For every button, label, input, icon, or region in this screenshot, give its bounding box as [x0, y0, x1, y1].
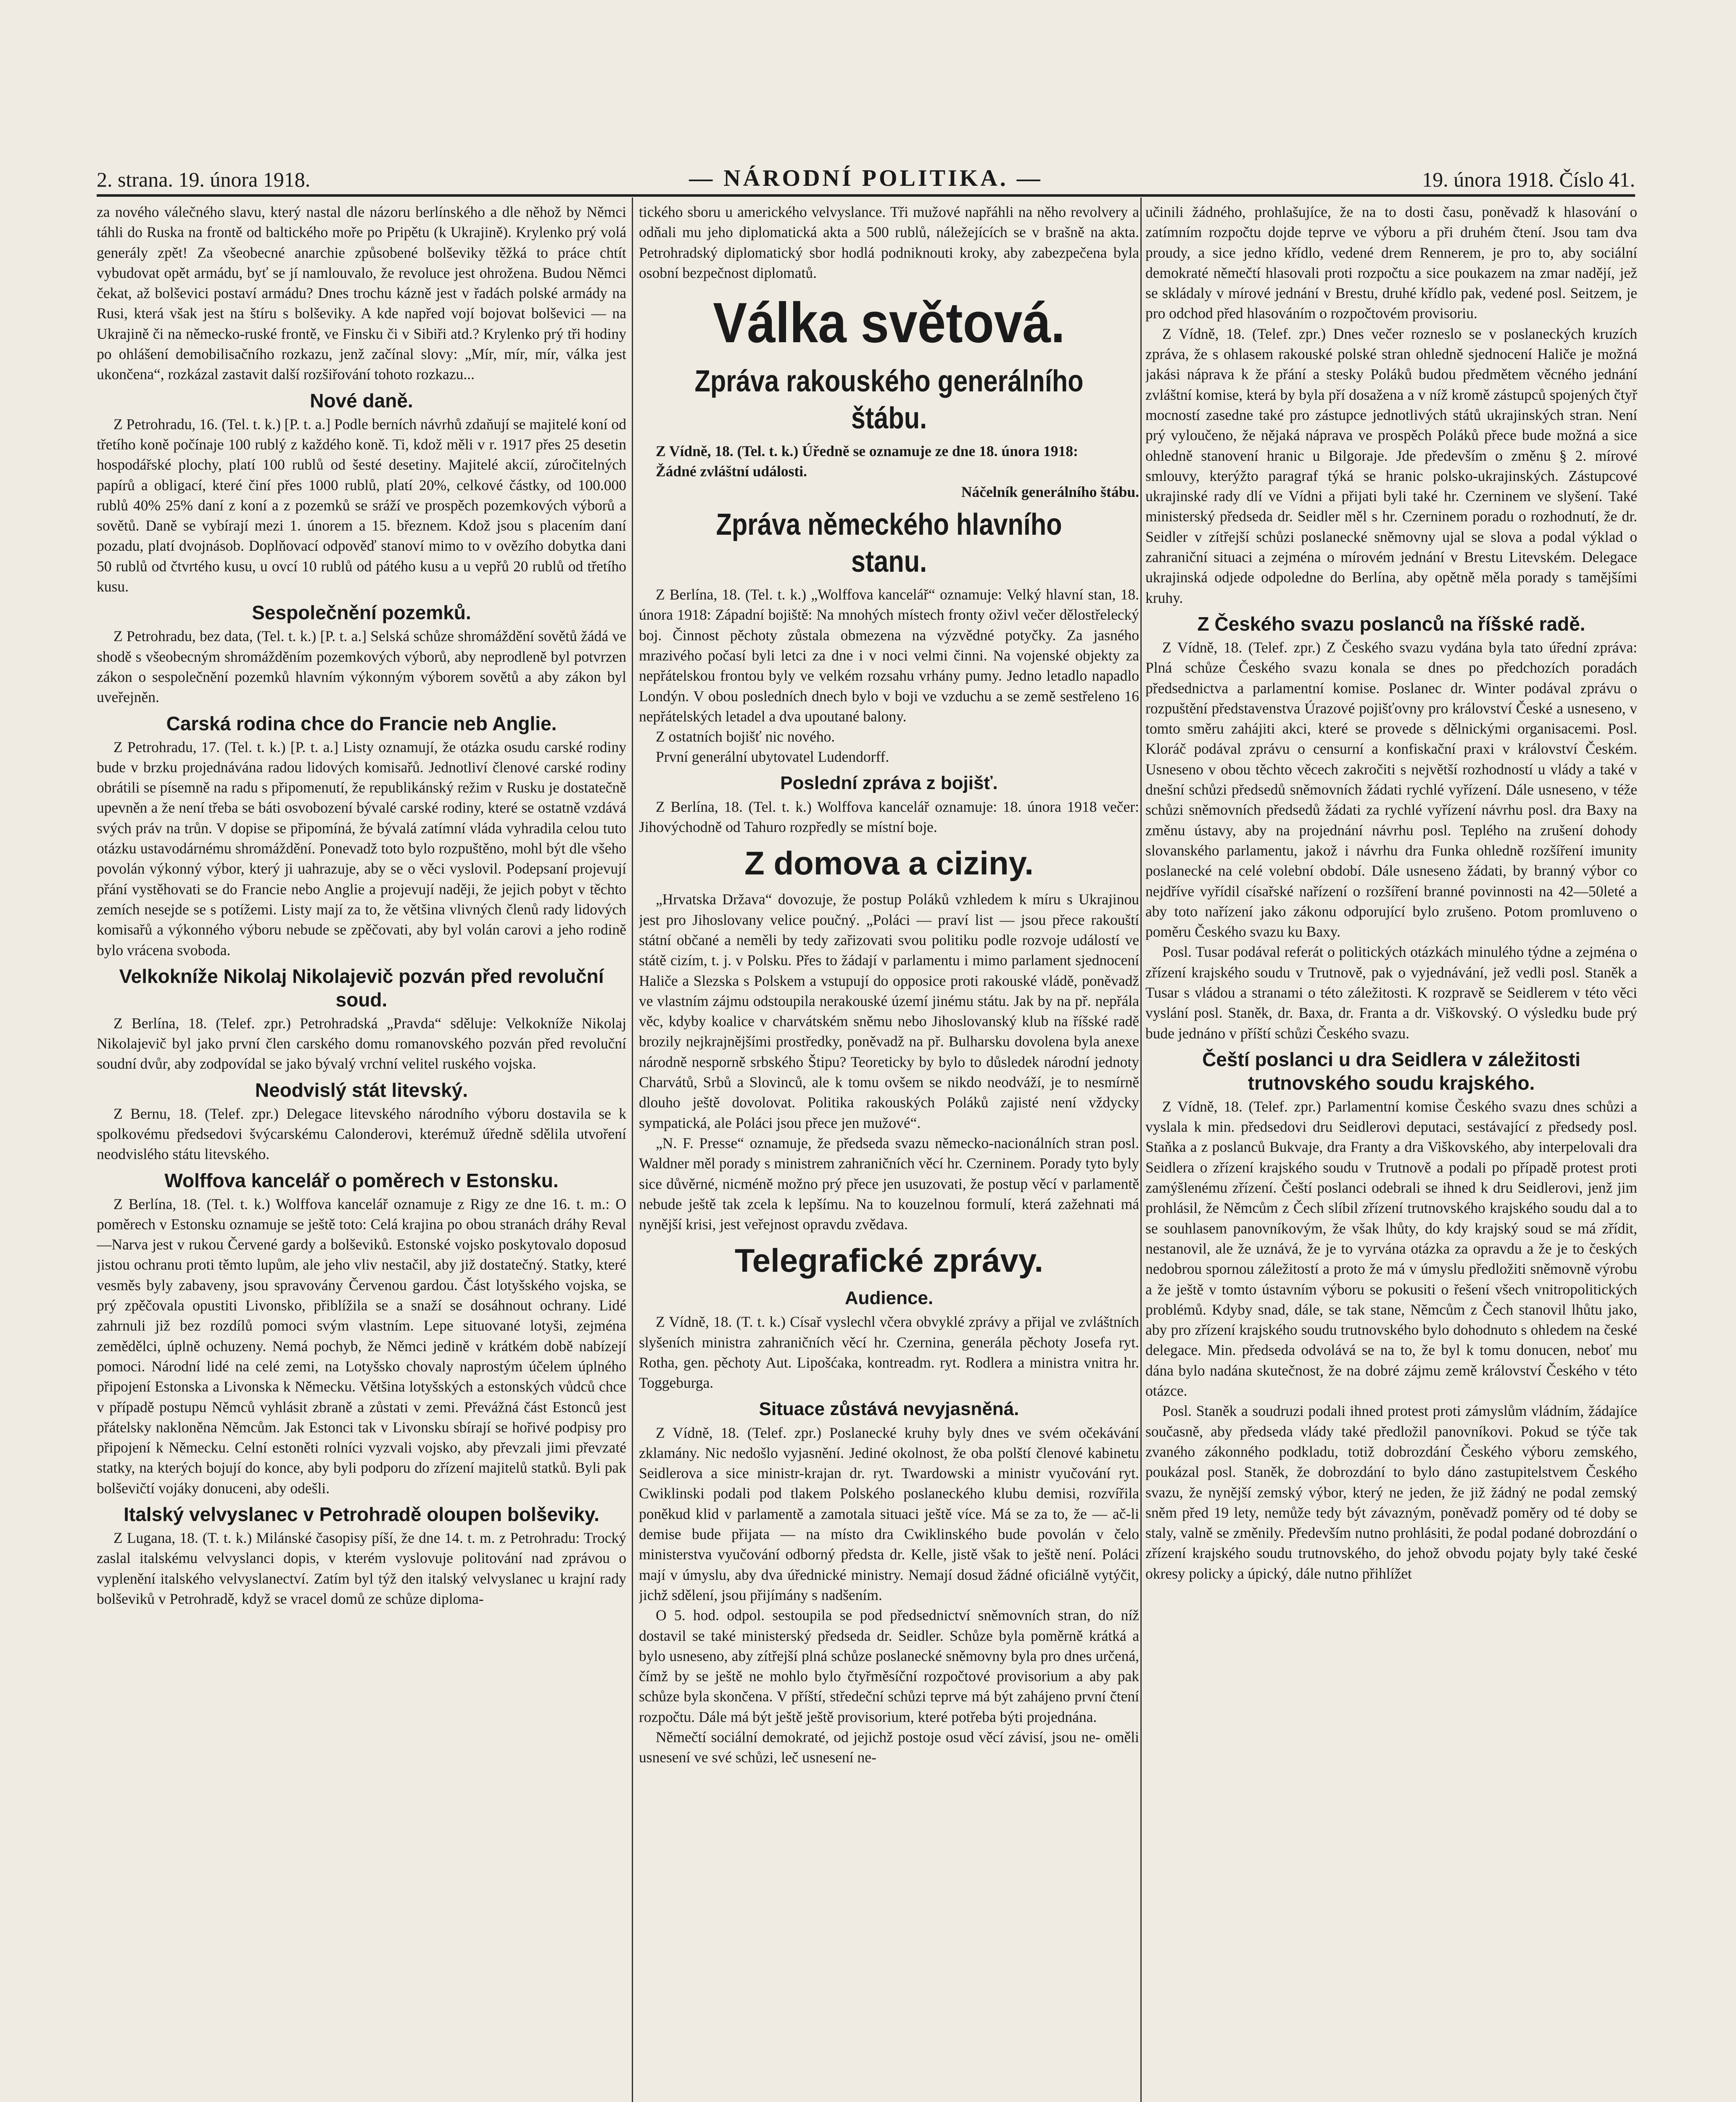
article-paragraph: Z Vídně, 18. (Telef. zpr.) Parlamentní komise Českého svazu dnes schůzi a vyslala k min. předsedovi dru Seidlerovi deputaci, sestávající z předsedy posl. Staňka a z poslanců Bukvaje, dra Franty a dra Viškovského, aby interpelovali dra Seidlera o zřízení krajského soudu v Trutnově a podali po případě protest proti zamýšlenému zřízení. Čeští poslanci odebrali se ihned k dru Seidlerovi, jenž jim prohlásil, že Němcům z Čech slíbil zřízení trutnovského krajského soudu dal a to se souhlasem panovníkovým, že však lhůty, do kdy krajský soud se má zřídit, nestanovil, ale že uznává, že je to vyrvána otázka za opravdu a že je to českých nedobrou spornou záležitostí a proto že má v úmyslu předložiti sněmovně výrobu a že ještě v tomto ústavním výboru se pokusiti o řešení všech vnitropolitických problémů. Kdyby snad, dále, se tak stane, Němcům z Čech stanovil lhůtu jako, aby pro zřízení krajského soudu trutnovského bylo dohodnuto s ohledem na české delegace. Min. předseda odvolává se na to, že byl k tomu donucen, neboť mu dána bylo nadána skutečnost, že na dobré zájmu země království Českého v této otázce. [1145, 1098, 1637, 1400]
article-heading: Sespolečnění pozemků. [252, 602, 471, 624]
article-paragraph: Z Berlína, 18. (Tel. t. k.) Wolffova kancelář oznamuje: 18. února 1918 večer: Jihovýchodně od Tahuro rozpředly se místní boje. [639, 798, 1139, 836]
article-paragraph: Němečtí sociální demokraté, od jejichž postoje osud věcí závisí, jsou ne- oměli usnesení ve své schůzi, leč usnesení ne- [639, 1729, 1139, 1766]
section-heading-telegraph: Telegrafické zprávy. [734, 1242, 1044, 1279]
article-paragraph: První generální ubytovatel Ludendorff. [656, 748, 889, 766]
article-heading: Nové daně. [310, 389, 413, 412]
article-heading: Situace zůstává nevyjasněná. [759, 1398, 1019, 1419]
article-paragraph: Z Vídně, 18. (Telef. zpr.) Dnes večer rozneslo se v poslaneckých kruzích zpráva, že s ohlasem rakouské polské stran ohledně sjednocení Haliče je možná jakási náprava k že přání a stesky Poláků budou předmětem věcného jednání zvláštní komise, která by byla pří dosažena a v níž kromě zástupců spojených čtyř mocností zasedne také pro zástupce jednotlivých států ukrajinských stran. Není prý vyloučeno, že nějaká náprava ve prospěch Poláků přece bude možná a sice ohledně stanovení hranic u Bilgoraje. Jde především o změnu § 2. mírové smlouvy, kterýžto paragraf týká se hranic polsko-ukrajinských. Zástupcové ukrajinské rady dlí ve Vídni a přijati byli také hr. Czerninem ve slyšení. Také ministerský předseda dr. Seidler měl s hr. Czerninem poradu o rozhodnutí, že dr. Seidler v zítřejší schůzi poslanecké sněmovny ujal se slova a podal výklad o zahraniční situaci a zejména o mírovém jednání v Brestu Litevském. Delegace ukrajinská odjede odpoledne do Berlína, aby opětně měla porady s tamějšími kruhy. [1145, 325, 1637, 606]
article-paragraph: „N. F. Presse“ oznamuje, že předseda svazu německo-nacionálních stran posl. Waldner měl porady s ministrem zahraničních věcí hr. Czerninem. Porady tyto byly sice důvěrné, nicméně možno prý přece jen usuzovati, že postup věcí v parlamentě nebude ještě tak zcela k lepšímu. Na to kouzelnou formulí, která zažehnati má nynější krisi, jest veřejnost opravdu zvědava. [639, 1134, 1139, 1233]
article-heading: Poslední zpráva z bojišť. [780, 772, 998, 793]
column-3 [1145, 202, 1637, 2102]
article-paragraph: Posl. Tusar podával referát o politických otázkách minulého týdne a zejména o zřízení krajského soudu v Trutnově, pak o vyjednávání, jež vedli posl. Staněk a Tusar s vládou a stranami o této záležitosti. K rozpravě se Seidlerem v této věci vyslání posl. Staněk, dr. Baxa, dr. Franta a dr. Viškovský. O výsledku bude prý bude jednáno v příští schůzi Českého svazu. [1145, 943, 1637, 1042]
column-2 [639, 202, 1139, 2102]
page-header [97, 165, 1635, 197]
article-paragraph: Z Berlína, 18. (Tel. t. k.) „Wolffova kancelář“ oznamuje: Velký hlavní stan, 18. února 1918: Západní bojiště: Na mnohých místech fronty oživl večer dělostřelecký boj. Činnost pěchoty zůstala obmezena na výzvědné potyčky. Za jasného mrazivého počasí byli letci za dne i v noci velmi činni. Na vojenské objekty za nepřátelskou frontou byly ve velkém rozsahu vrhány pumy. Jedno letadlo napadlo Londýn. V obou posledních dnech bylo v boji ve vzduchu a se země sestřeleno 16 nepřátelských letadel a dva upoutané balony. [639, 586, 1139, 725]
article-paragraph: tického sboru u amerického velvyslance. Tři mužové napřáhli na něho revolvery a odňali mu jeho diplomatická akta a 500 rublů, náležejících se v brašně na akta. Petrohradský diplomatický sbor hodlá podniknouti kroky, aby zabezpečena byla osobní bezpečnost diplomatů. [639, 203, 1139, 281]
article-paragraph: O 5. hod. odpol. sestoupila se pod předsednictví sněmovních stran, do níž dostavil se také ministerský předseda dr. Seidler. Schůze byla poměrně krátká a bylo usneseno, aby zítřejší plná schůze poslanecké sněmovny byla pro dnes určená, čímž by se ještě ne mohlo bylo čtyřměsíční rozpočtové provisorium a aby pak schůze byla skončena. V příští, středeční schůzi teprve má být zahájeno první čtení rozpočtu. Dále má být ještě ještě provisorium, které potřeba býti projednána. [639, 1607, 1139, 1725]
article-paragraph: Z Berlína, 18. (Telef. zpr.) Petrohradská „Pravda“ sděluje: Velkokníže Nikolaj Nikolajevič byl jako první člen carského domu romanovského pozván před revoluční soudní dvůr, aby zodpovídal se jako bývalý vrchní velitel ruského vojska. [97, 1014, 626, 1072]
article-heading: Z Českého svazu poslanců na říšské radě. [1197, 613, 1586, 635]
article-paragraph: Z Petrohradu, bez data, (Tel. t. k.) [P. t. a.] Selská schůze shromáždění sovětů žádá ve shodě s všeobecným shromážděním pozemkových výborů, aby neprodleně byl potvrzen zákon o sespolečnění pozemků hlavním výkonným výborem sovětů a aby zákon byl uveřejněn. [97, 628, 626, 706]
article-heading: Zpráva německého hlavního stanu. [716, 508, 1062, 579]
article-paragraph: Posl. Staněk a soudruzi podali ihned protest proti zámyslům vládním, žádajíce současně, aby předseda vlády také předložil panovníkovi. Pokud se týče tak zvaného zákonného podkladu, totiž dobrozdání Českého výboru zemského, poukázal posl. Staněk, že dobrozdání to bylo dáno zastupitelstvem Českého svazu, že nynější zemský výbor, který ne jeden, že již žádný ne podal zemský sněm před 19 lety, nemůže tedy být závazným, poněvadž poměry od té doby se staly, valně se změnily. Především nutno prohlásiti, že podal podané dobrozdání o zřízení krajského soudu trutnovského, do jehož obvodu pojaty byly také české okresy policky a úpický, dále nutno přihlížet [1145, 1402, 1637, 1582]
column-rule [632, 198, 633, 2102]
article-paragraph: Z Vídně, 18. (Telef. zpr.) Poslanecké kruhy byly dnes ve svém očekávání zklamány. Nic nedošlo vyjasnění. Jediné okolnost, že oba polští členové kabinetu Seidlerova a sice ministr-krajan dr. ryt. Twardowski a ministr vyučování ryt. Cwiklinski podali pod tlakem Polského poslaneckého klubu demisi, rozvířila poněkud klid v parlamentě a zamotala situaci ještě více. Má se za to, že — ač-li demise bude přijata — na místo dra Cwiklinského bude povolán v čelo ministerstva vyučování odborný předsta dr. Kelle, jistě však to ještě není. Poláci mají v úmyslu, aby dva úřednické ministry. Nemají dosud žádné oficiálně vytýčit, jichž sdělení, jsou přijímány s nadšením. [639, 1424, 1139, 1603]
article-heading: Velkokníže Nikolaj Nikolajevič pozván před revoluční soud. [119, 965, 604, 1011]
header-page-date: 2. strana. 19. února 1918. [97, 168, 311, 191]
header-date-issue: 19. února 1918. Číslo 41. [1422, 168, 1635, 191]
article-heading: Carská rodina chce do Francie neb Anglie. [166, 712, 557, 734]
article-paragraph: Z Vídně, 18. (Tel. t. k.) Úředně se oznamuje ze dne 18. února 1918: [656, 443, 1078, 460]
article-paragraph: Z Petrohradu, 17. (Tel. t. k.) [P. t. a.] Listy oznamují, že otázka osudu carské rodiny bude v brzku projednávána radou lidových komisařů. Jednotliví členové carské rodiny obrátili se písemně na radu s připomenutí, že republikánský režim v Rusku je dostatečně upevněn a že není třeba se báti osvobození bývalé carské rodiny, které se ostatně vzdává svých práv na trůn. V dopise se připomíná, že bývalá zatímní vláda vyhradila celou tuto otázku ustavodárnému shromáždění. Ponevadž toto bylo rozpuštěno, mohl být dle všeho povolán výkonný výbor, který ji uahrazuje, aby se o věci vyslovil. Podepsaní projevují přání vystěhovati se do Francie nebo Anglie a projevují naději, že jejich pobyt v těchto zemích nesejde se s potížemi. Listy mají za to, že většina vlivných členů rady lidových komisařů a výkonného výboru nebude se zpěčovati, aby byl volán carovi a jeho rodině bylo vrácena svoboda. [97, 738, 626, 959]
article-heading: Neodvislý stát litevský. [255, 1079, 468, 1101]
article-signature: Náčelník generálního štábu. [961, 483, 1139, 500]
article-heading: Wolffova kancelář o poměrech v Estonsku. [164, 1169, 559, 1191]
article-heading: Audience. [844, 1288, 934, 1309]
column-rule [1140, 198, 1142, 2102]
article-paragraph: Z Berlína, 18. (Tel. t. k.) Wolffova kancelář oznamuje z Rigy ze dne 16. t. m.: O poměrech v Estonsku oznamuje se ještě toto: Celá krajina po obou stranách dráhy Reval—Narva jest v rukou Červené gardy a bolševiků. Estonské vojsko poskytovalo doposud jistou ochranu proti těmto lupům, ale jeho vliv nestačil, aby již dostatečný. Statky, které vesměs byly zabaveny, jsou spravovány Červenou gardou. Část lotyšského vojska, se prý zpěčovala opustiti Livonsko, přiblížila se a snaží se dosáhnout ochrany. Lidé zahrnuli již bez rozdílů pomoci svým vlastním. Lepe situované lotyši, zejména zemědělci, úplně ochuzeny. Nemá pochyb, že Němci jedině v krátkém době nabízejí pomoci. Národní lidé na celé zemi, na Lotyšsko chovaly naprostým účelem úplného připojení Estonska a Livonska k Německu. Většina lotyšských a estonských vůdců chce v případě postupu Němců vyhlásit zbraně a zůstati v zemi. Převážná část Estonců jest přátelsky nakloněna Němcům. Jak Estonci tak v Livonsku sbírají se hořivé podpisy pro připojení k Německu. Celní estoněti rolníci vyzvali vojsko, aby převzali jimi převzaté statky, na kterých bojují do konce, aby byli podporu do zřízení majitelů statků. Byli pak bolševičtí vojáky donuceni, aby odešli. [97, 1195, 626, 1497]
article-paragraph: Z Bernu, 18. (Telef. zpr.) Delegace litevského národního výboru dostavila se k spolkovému předsedovi švýcarskému Calonderovi, kterémuž úředně sdělila utvoření neodvislého státu litevského. [97, 1105, 626, 1163]
article-paragraph: Z Petrohradu, 16. (Tel. t. k.) [P. t. a.] Podle berních návrhů zdaňují se majitelé koní od třetího koně počínaje 100 rublý z každého koně. Ti, kdož měli v r. 1917 přes 25 desetin hospodářské plochy, platí 100 rublů od šesté desetiny. Majitelé akcií, zúročitelných papírů a obligací, které činí přes 1000 rublů, platí 20%, celkové částky, od 100.000 rublů 40% 25% daní z koní a z pozemků se sráží ve prospěch pozemkových výborů a sovětů. Daně se vybírají mezi 1. únorem a 15. březnem. Kdož jsou s placením daní pozadu, platí dvojnásob. Doplňovací odpověď stanoví mimo to v ovězího dobytka dani 50 rublů od čtvrtého kusu, u ovcí 10 rublů od pátého kusu a u vepřů 20 rublů od třetího kusu. [97, 415, 626, 595]
article-paragraph: za nového válečného slavu, který nastal dle názoru berlínského a dle něhož by Němci táhli do Ruska na frontě od baltického moře po Pripětu (k Ukrajině). Krylenko prý volá generály zpět! Za všeobecné anarchie způsobené bolševiky těžká to práce chtít vybudovat opět armádu, byť se jí namlouvalo, že revoluce jest ohrožena. Budou Němci čekat, až bolševici postaví armádu? Dnes trochu kázně jest v řadách polské armády na Rusi, která však jest na štíru s bolševiky. A kde napřed vojí bojovat bolševici — na Ukrajině či na německo-ruské frontě, ve Finsku či v Sibiři atd.? Krylenko prý tři hodiny po ohlášení demobilisačního rozkazu, jenž začínal slovy: „Mír, mír, mír, válka jest ukončena“, rozkázal zastavit další rozšiřování tohoto rozkazu... [97, 203, 626, 383]
article-paragraph: Z ostatních bojišť nic nového. [656, 728, 835, 745]
article-heading: Italský velvyslanec v Petrohradě oloupen bolševiky. [124, 1503, 599, 1526]
article-paragraph: Z Vídně, 18. (T. t. k.) Císař vyslechl včera obvyklé zprávy a přijal ve zvláštních slyšeních ministra zahraničních věcí hr. Czernina, generála pěchoty Josefa ryt. Rotha, gen. pěchoty Aut. Lipošćaka, kontreadm. ryt. Rodlera a ministra vnitra hr. Toggeburga. [639, 1313, 1139, 1392]
article-heading: Čeští poslanci u dra Seidlera v záležitosti trutnovského soudu krajského. [1202, 1048, 1580, 1094]
article-paragraph: Žádné zvláštní události. [656, 463, 807, 480]
article-paragraph: Z Vídně, 18. (Telef. zpr.) Z Českého svazu vydána byla tato úřední zpráva: Plná schůze Českého svazu konala se dnes po předchozích poradách předsednictva a parlamentní komise. Poslanec dr. Winter podával zprávu o rozpuštění představenstva Úrazové pojišťovny pro království České a usneseno, v tomto směru zahájiti akci, které se provede s dělnickými organisacemi. Posl. Kloráč podával zprávu o censurní a konfiskační praxi v království Českém. Usneseno v obou těchto věcech zakročiti s největší rozhodností u vlády a také v dnešní schůzi předsedů sněmovních žádati rychlé vyřízení. Dále usneseno, v téže schůzi sněmovních předsedů žádati za rychlé vyřízení návrhu posl. dra Baxy na změnu ústavy, aby na projednání návrhu posl. Teplého na zrušení dohody slovanského parlamentu, jakož i návrhu dra Funka ohledně rozšíření imunity poslanecké na celé volební období. Dále usneseno žádati, by branný výbor co nejdříve vyřídil císařské nařízení o rozšíření branné povinnosti na 42—50leté a aby toto nařízení jako zákonu odporující bylo zrušeno. Potom promluveno o poměru Českého svazu ku Baxy. [1145, 639, 1637, 940]
masthead-title: — NÁRODNÍ POLITIKA. — [689, 165, 1043, 191]
section-heading-war: Válka světová. [713, 291, 1065, 355]
article-paragraph: učinili žádného, prohlašujíce, že na to dosti času, poněvadž k hlasování o zatímním rozpočtu dojde teprve ve výboru a při druhém čtení. Jsou tam dva proudy, a sice jedno křídlo, vedené drem Rennerem, je pro to, aby sociální demokraté němečtí hlasovali proti rozpočtu a sice poukazem na zmar nadějí, jež se skládaly v mírové jednání v Brestu, druhé křídlo pak, vedené posl. Seitzem, je pro odchod před hlasováním o rozpočtovém provisoriu. [1145, 203, 1637, 322]
column-1 [97, 202, 626, 2102]
article-paragraph: „Hrvatska Država“ dovozuje, že postup Poláků vzhledem k míru s Ukrajinou jest pro Jihoslovany velice poučný. „Poláci — praví list — jsou přece rakouští státní občané a neměli by tedy zařizovati svou politiku podle rozvoje událostí ve státě cizím, t. j. v Polsku. Přes to žádají v parlamentu i mimo parlament sjednocení Haliče a Slezska s Polskem a vstupují do opposice proti rakouské vládě, poněvadž ve vlastním zájmu odstoupila nerakouské území jinému státu. Jak by na př. nepřála věc, kdyby koalice v charvátském sněmu nebo Jihoslovanský klub na říšské radě brozily nejkrajnějšími prostředky, poněvadž na př. Bulharsku dovolena byla anexe národně nesporně srbského Štipu? Teoreticky by bylo to důsledek národní jednoty Charvátů, Srbů a Slovinců, ale k tomu ovšem se nikdo neodváží, je to nesmírně dlouho ještě dovolovat. Politika rakouských Poláků zajisté není vždycky sympatická, ale Poláci jsou přece jen mužové“. [639, 891, 1139, 1131]
article-heading: Zpráva rakouského generálního štábu. [694, 364, 1084, 436]
article-paragraph: Z Lugana, 18. (T. t. k.) Milánské časopisy píší, že dne 14. t. m. z Petrohradu: Trocký zaslal italskému velvyslanci dopis, v kterém vyslovuje politování nad zprávou o vyplenění italského velvyslanectví. Zatím byl týž den italský velvyslanec u krajní rady bolševiků v Petrohradě, když se vracel domů ze schůze diploma- [97, 1529, 626, 1607]
section-heading-home: Z domova a ciziny. [744, 845, 1034, 882]
